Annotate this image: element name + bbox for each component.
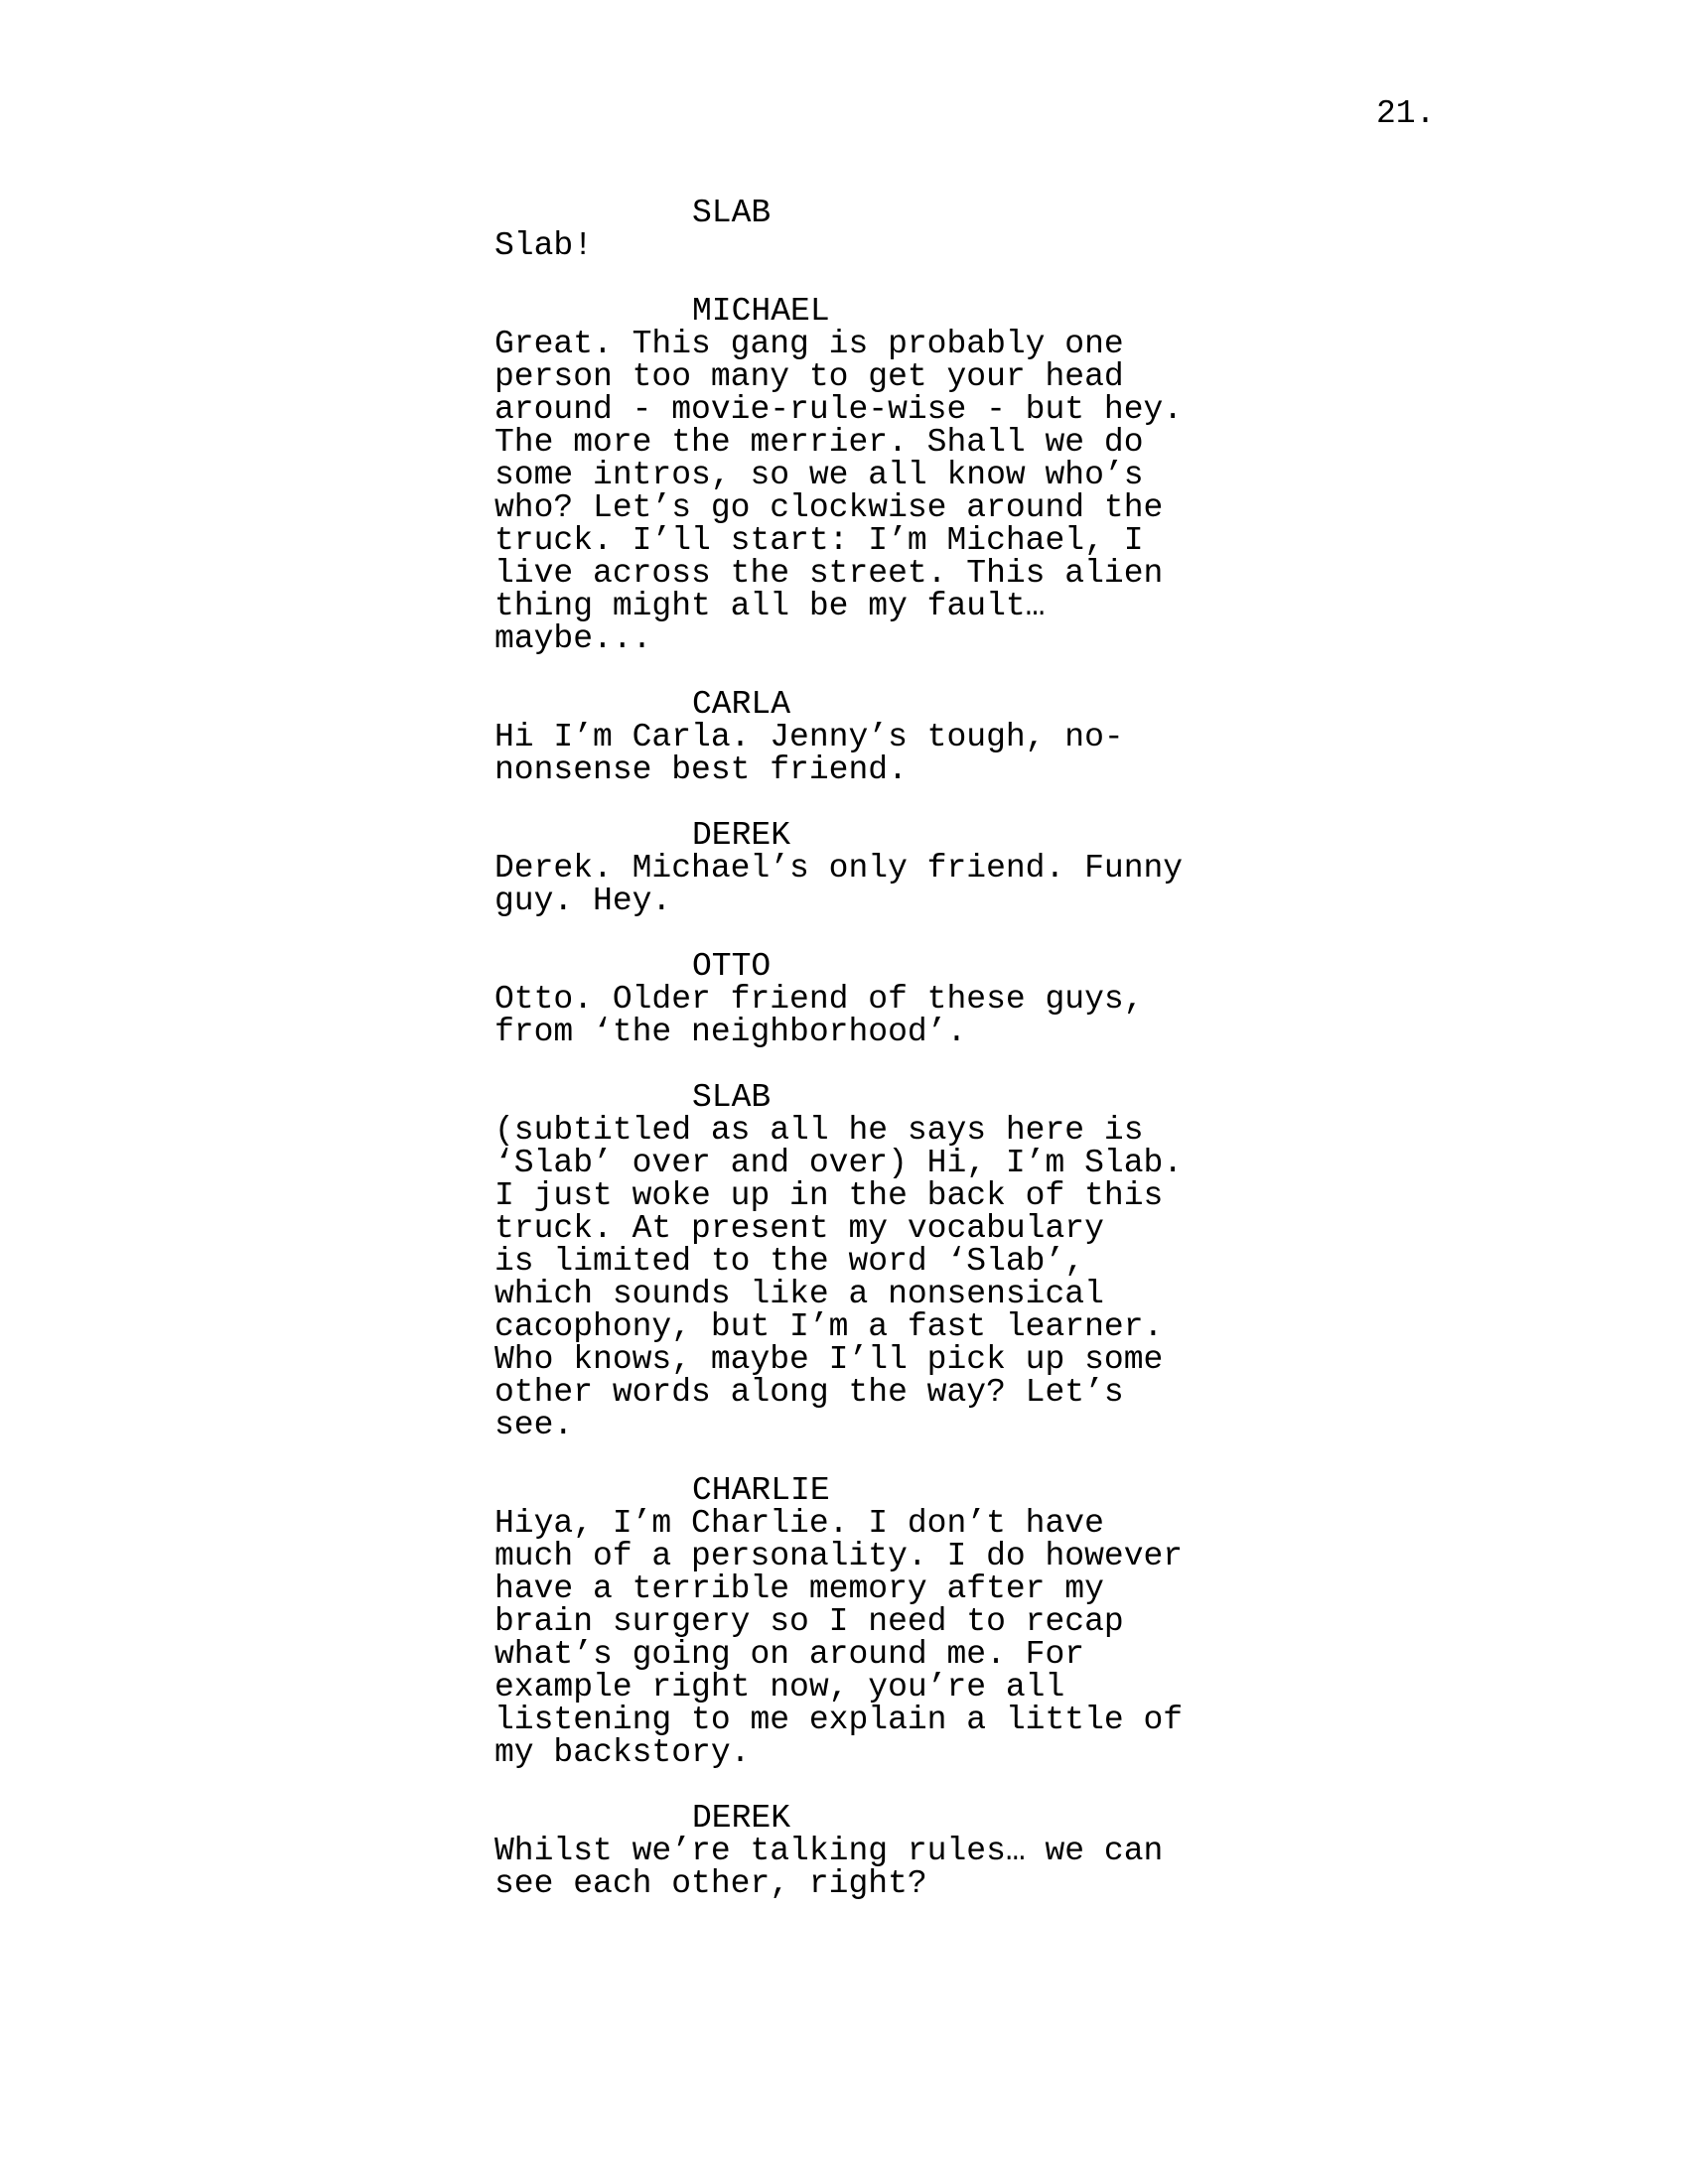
dialogue-line: what’s going on around me. For	[494, 1636, 1085, 1673]
dialogue-line: which sounds like a nonsensical	[494, 1276, 1104, 1312]
dialogue-line: live across the street. This alien	[494, 555, 1164, 592]
dialogue-line: Otto. Older friend of these guys,	[494, 981, 1144, 1018]
dialogue-line: person too many to get your head	[494, 358, 1124, 395]
dialogue-line: some intros, so we all know who’s	[494, 457, 1144, 493]
character-name: SLAB	[692, 1079, 772, 1116]
dialogue-line: guy. Hey.	[494, 883, 672, 919]
dialogue-line: is limited to the word ‘Slab’,	[494, 1243, 1085, 1280]
dialogue-line: Derek. Michael’s only friend. Funny	[494, 850, 1184, 887]
character-name: MICHAEL	[692, 293, 830, 330]
dialogue-block	[494, 1802, 1190, 1900]
dialogue-line: my backstory.	[494, 1734, 751, 1771]
character-name: OTTO	[692, 948, 772, 985]
dialogue-block	[494, 819, 1190, 917]
character-name: DEREK	[692, 817, 791, 854]
dialogue-block	[494, 688, 1190, 786]
dialogue-line: who? Let’s go clockwise around the	[494, 489, 1164, 526]
dialogue-line: ‘Slab’ over and over) Hi, I’m Slab.	[494, 1145, 1184, 1181]
dialogue-line: much of a personality. I do however	[494, 1538, 1184, 1574]
dialogue-line: listening to me explain a little of	[494, 1702, 1184, 1738]
dialogue-block	[494, 1081, 1190, 1441]
dialogue-line: Whilst we’re talking rules… we can	[494, 1833, 1164, 1869]
page-number: 21.	[1376, 95, 1436, 132]
character-name: CARLA	[692, 686, 791, 723]
dialogue-line: example right now, you’re all	[494, 1669, 1065, 1706]
dialogue-line: around - movie-rule-wise - but hey.	[494, 391, 1184, 428]
dialogue-line: cacophony, but I’m a fast learner.	[494, 1308, 1164, 1345]
dialogue-line: truck. At present my vocabulary	[494, 1210, 1104, 1247]
dialogue-line: nonsense best friend.	[494, 751, 908, 788]
screenplay-body	[494, 197, 1190, 1933]
character-name: CHARLIE	[692, 1472, 830, 1509]
character-name: SLAB	[692, 195, 772, 231]
dialogue-line: truck. I’ll start: I’m Michael, I	[494, 522, 1144, 559]
dialogue-line: I just woke up in the back of this	[494, 1177, 1164, 1214]
dialogue-block	[494, 197, 1190, 262]
dialogue-block	[494, 295, 1190, 655]
dialogue-line: The more the merrier. Shall we do	[494, 424, 1144, 461]
dialogue-line: Who knows, maybe I’ll pick up some	[494, 1341, 1164, 1378]
dialogue-line: Hi I’m Carla. Jenny’s tough, no-	[494, 719, 1124, 755]
dialogue-line: see each other, right?	[494, 1865, 927, 1902]
dialogue-line: maybe...	[494, 620, 652, 657]
dialogue-line: see.	[494, 1407, 574, 1443]
dialogue-line: Slab!	[494, 227, 594, 264]
dialogue-line: Hiya, I’m Charlie. I don’t have	[494, 1505, 1104, 1542]
dialogue-block	[494, 1474, 1190, 1769]
dialogue-block	[494, 950, 1190, 1048]
dialogue-line: thing might all be my fault…	[494, 588, 1046, 624]
character-name: DEREK	[692, 1800, 791, 1837]
dialogue-line: brain surgery so I need to recap	[494, 1603, 1124, 1640]
dialogue-line: have a terrible memory after my	[494, 1570, 1104, 1607]
dialogue-line: from ‘the neighborhood’.	[494, 1014, 967, 1050]
dialogue-line: other words along the way? Let’s	[494, 1374, 1124, 1411]
dialogue-line: Great. This gang is probably one	[494, 326, 1124, 362]
dialogue-line: (subtitled as all he says here is	[494, 1112, 1144, 1149]
